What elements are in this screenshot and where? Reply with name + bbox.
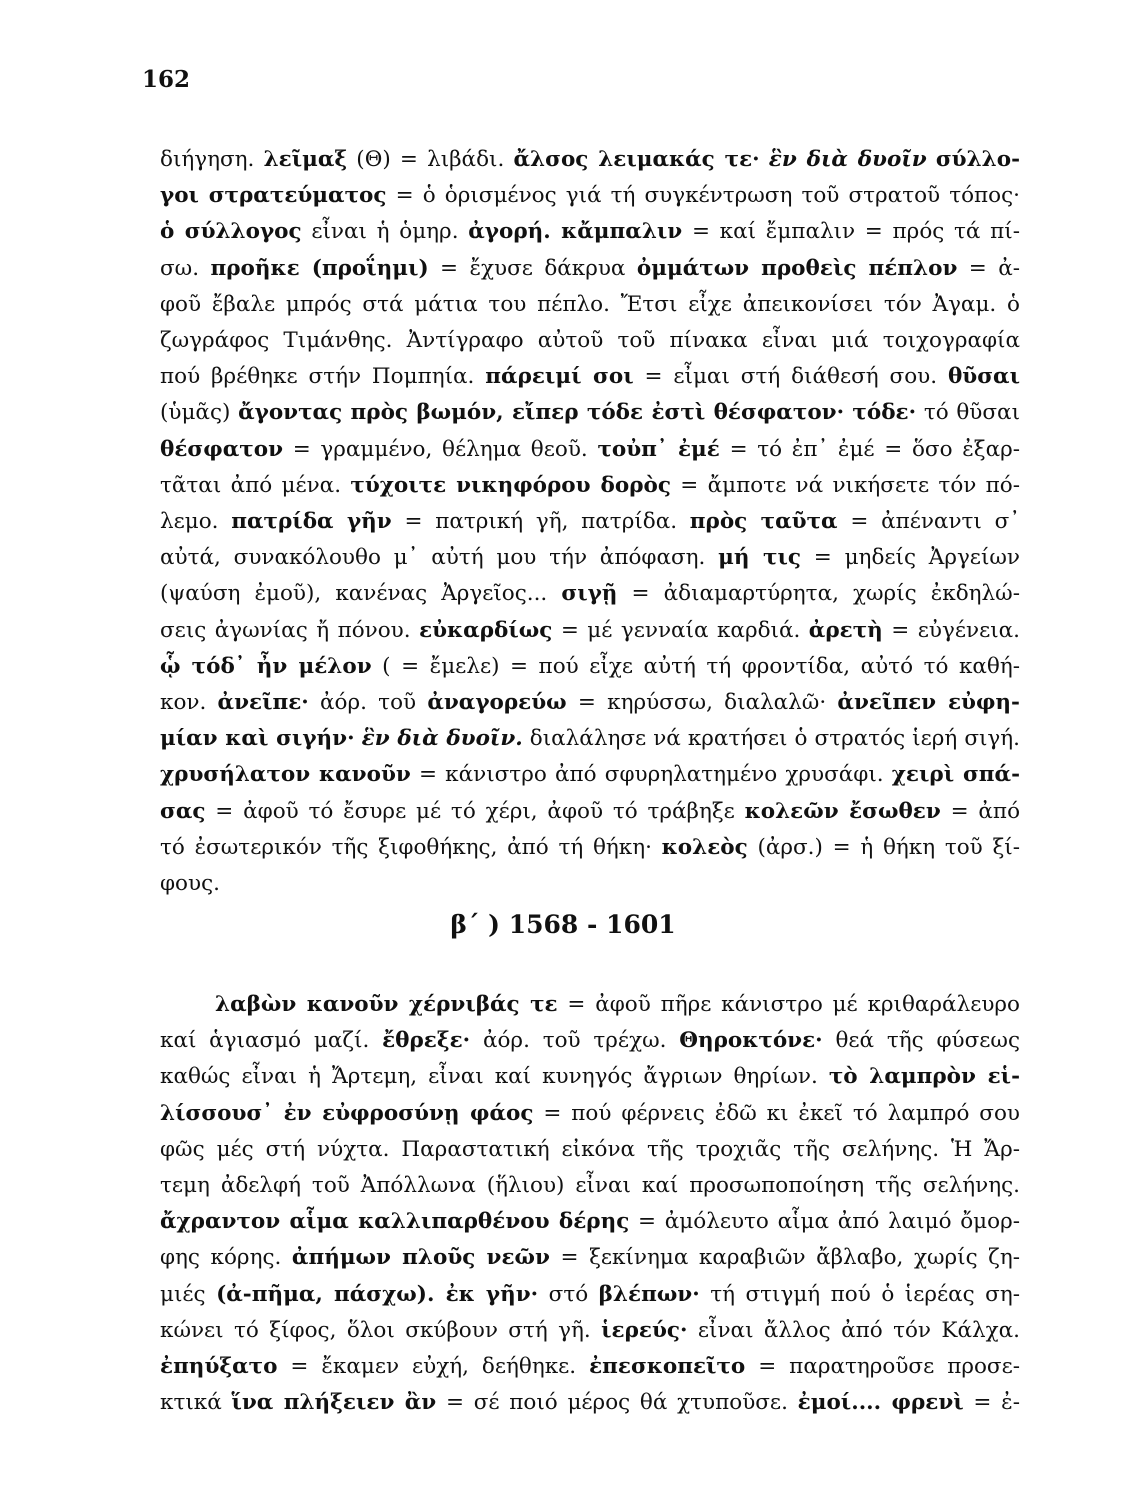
text-segment: = ἀπό [940,798,1021,824]
text-segment: = ἀδιαμαρτύρητα, χωρίς ἐκδηλώ- [617,581,1020,607]
text-segment: = κάνιστρο ἀπό σφυρηλατημένο χρυσάφι. [410,762,892,788]
text-line [160,1207,1020,1237]
headword: εὐκαρδίως [419,617,553,643]
headword: ὀμμάτων προθεὶς πέπλον [636,255,958,281]
text-line [160,398,1020,428]
text-segment: διαλάλησε νά κρατήσει ὁ στρατός ἱερή σιγή. [522,726,1021,752]
section-heading: β΄ ) 1568 - 1601 [450,910,676,939]
text-segment [355,726,362,751]
text-segment: = εἶμαι στή διάθεσή σου. [633,364,948,390]
text-line [160,833,1020,863]
text-segment: ἀόρ. τοῦ τρέχω. [470,1028,680,1054]
text-segment: (Θ) = λιβάδι. [347,147,514,172]
headword: μή τις [718,545,801,571]
text-segment: = μέ γενναία καρδιά. [552,617,809,643]
text-segment: αὐτά, συνακόλουθο μ᾽ αὐτή μου τήν ἀπόφαση. [160,545,719,571]
text-segment: πού βρέθηκε στήν Πομπηία. [160,364,486,390]
text-line [160,1280,1020,1310]
text-segment: εἶναι ἡ ὁμηρ. [301,219,469,245]
text-segment: ἀόρ. τοῦ [308,690,428,715]
headword: τοὐπ᾽ ἐμέ [597,436,720,462]
text-segment: = ὁ ὁρισμένος γιά τή συγκέντρωση τοῦ στρατοῦ τόπος· [386,183,1021,209]
text-segment: ζωγράφος Τιμάνθης. Ἀντίγραφο αὐτοῦ τοῦ πίνακα εἶναι μιά τοιχογραφία [160,328,1020,353]
headword: λίσσουσ᾽ ἐν εὐφροσύνῃ φάος [160,1100,534,1126]
text-segment: τό ἐσωτερικόν τῆς ξιφοθήκης, ἀπό τή θήκη· [160,834,662,860]
text-segment: διήγηση. [160,147,264,172]
text-segment: = ἀ- [957,255,1020,281]
text-segment: = ἀπέναντι σ᾽ [837,509,1020,534]
text-segment: καθώς εἶναι ἡ Ἄρτεμη, εἶναι καί κυνηγός ἄγριων θηρίων. [160,1064,829,1090]
headword: θέσφατον [160,436,283,462]
text-line [160,1099,1020,1129]
headword: σύλλο- [935,147,1020,172]
text-segment: = ἀφοῦ τό ἔσυρε μέ τό χέρι, ἀφοῦ τό τράβηξε [205,798,745,824]
headword: σιγῇ [561,581,618,607]
text-segment: = καί ἔμπαλιν = πρός τά πί- [682,219,1020,245]
headword: λαβὼν κανοῦν χέρνιβάς τε [215,992,558,1017]
text-line [160,990,1020,1020]
headword: ἄγοντας πρὸς βωμόν, εἴπερ τόδε ἐστὶ θέσφατον· τόδε· [238,400,917,426]
text-line [160,435,1020,465]
headword: ἄχραντον αἷμα καλλιπαρθένου δέρης [160,1209,630,1235]
headword: ἄλσος λειμακάς τε· [513,147,760,172]
text-line [160,217,1020,247]
text-segment: = ἄμποτε νά νικήσετε τόν πό- [670,472,1021,498]
text-segment: (ἀρσ.) = ἡ θήκη τοῦ ξί- [747,834,1020,860]
headword: ἀναγορεύω [427,690,567,715]
text-line [160,1026,1020,1056]
headword: κολεὸς [661,834,748,860]
text-line [160,1243,1020,1273]
headword: (ἀ-πῆμα, πάσχω). ἐκ γῆν· [216,1281,539,1307]
text-segment: = πού φέρνεις ἐδῶ κι ἐκεῖ τό λαμπρό σου [533,1100,1020,1126]
text-line [160,507,1020,537]
text-line [160,543,1020,573]
text-line [160,869,1020,899]
text-segment: μιές [160,1281,217,1307]
text-segment: = ἀφοῦ πῆρε κάνιστρο μέ κριθαράλευρο [557,992,1020,1017]
text-segment: = ἐ- [963,1390,1020,1416]
text-segment [927,147,936,172]
text-line [160,1062,1020,1092]
text-segment: σω. [160,255,211,281]
headword: βλέπων· [598,1281,700,1307]
text-line [160,254,1020,284]
headword: μίαν καὶ σιγήν· [160,726,355,752]
text-segment: = μηδείς Ἀργείων [800,545,1020,571]
text-line [160,145,1020,175]
text-segment: = ἔκαμεν εὐχή, δεήθηκε. [277,1354,590,1379]
text-line [160,724,1020,754]
text-segment [760,147,769,172]
text-line [160,760,1020,790]
text-segment: τεμη ἀδελφή τοῦ Ἀπόλλωνα (ἥλιου) εἶναι καί προσωποποίηση τῆς σελήνης. [160,1173,1020,1198]
headword: ἓν διὰ δυοῖν. [361,726,523,752]
text-segment: σεις ἀγωνίας ἤ πόνου. [160,617,420,643]
headword: τὸ λαμπρὸν εἱ- [828,1064,1020,1090]
headword: ἱερεύς· [601,1317,688,1343]
headword: τύχοιτε νικηφόρου δορὸς [350,472,671,498]
text-segment: = παρατηροῦσε προσε- [745,1354,1020,1379]
headword: ἀνεῖπε· [217,690,309,715]
text-line [160,688,1020,718]
text-segment: = κηρύσσω, διαλαλῶ· [566,690,838,715]
headword: ἐπεσκοπεῖτο [589,1354,746,1379]
text-line [160,652,1020,682]
text-segment: στό [538,1281,599,1307]
text-segment: κώνει τό ξίφος, ὅλοι σκύβουν στή γῆ. [160,1317,602,1343]
text-line [160,471,1020,501]
text-segment: φους. [160,871,220,896]
headword: λεῖμαξ [263,147,348,172]
text-line [160,326,1020,356]
headword: προῆκε (προΐημι) [210,255,429,281]
headword: ἀπήμων πλοῦς νεῶν [291,1245,550,1271]
text-segment: (ὑμᾶς) [160,400,239,426]
text-segment: κτικά [160,1390,232,1416]
headword: γοι στρατεύματος [160,183,387,209]
text-segment: = ἔχυσε δάκρυα [428,255,637,281]
headword: ἵνα πλήξειεν ἂν [231,1390,437,1416]
text-segment: = πατρική γῆ, πατρίδα. [391,509,690,534]
text-segment: λεμο. [160,509,232,534]
text-segment: θεά τῆς φύσεως [822,1028,1020,1054]
text-segment: = ξεκίνημα καραβιῶν ἄβλαβο, χωρίς ζη- [549,1245,1020,1271]
text-line [160,1135,1020,1165]
headword: πατρίδα γῆν [231,509,392,534]
headword: ἓν διὰ δυοῖν [768,147,927,172]
text-line [160,797,1020,827]
text-segment: κον. [160,690,218,715]
headword: ἐπηύξατο [160,1354,278,1379]
page-number: 162 [142,66,191,93]
text-segment: φῶς μές στή νύχτα. Παραστατική εἰκόνα τῆς τροχιᾶς τῆς σελήνης. Ἡ Ἄρ- [160,1136,1020,1162]
text-segment: = εὐγένεια. [882,617,1020,643]
text-segment: = σέ ποιό μέρος θά χτυποῦσε. [436,1390,798,1416]
text-segment: = ἀμόλευτο αἷμα ἀπό λαιμό ὄμορ- [629,1209,1021,1235]
text-line [160,290,1020,320]
text-line [160,616,1020,646]
text-segment: ( = ἔμελε) = πού εἶχε αὐτή τή φροντίδα, αὐτό τό καθή- [371,653,1021,679]
headword: ἀγορή. κἄμπαλιν [468,219,683,245]
text-segment: τή στιγμή πού ὁ ἱερέας ση- [699,1281,1020,1307]
text-line [160,1316,1020,1346]
text-segment: φοῦ ἔβαλε μπρός στά μάτια του πέπλο. Ἔτσι εἶχε ἀπεικονίσει τόν Ἀγαμ. ὁ [160,291,1020,317]
headword: ᾧ τόδ᾽ ἦν μέλον [160,653,372,679]
headword: πρὸς ταῦτα [689,509,838,534]
text-segment: τό θῦσαι [916,400,1021,426]
headword: ἔθρεξε· [382,1028,471,1054]
headword: σας [160,798,206,824]
text-segment: = γραμμένο, θέλημα θεοῦ. [283,436,598,462]
text-segment: φης κόρης. [160,1245,292,1271]
headword: ἐμοί.... φρενὶ [797,1390,964,1416]
text-line [160,1171,1020,1201]
headword: Θηροκτόνε· [679,1028,823,1054]
headword: ἀνεῖπεν εὐφη- [837,690,1020,715]
headword: ὁ σύλλογος [160,219,302,245]
text-segment: τᾶται ἀπό μένα. [160,472,351,498]
text-segment: = τό ἐπ᾽ ἐμέ = ὅσο ἐξαρ- [719,436,1021,462]
headword: ἀρετὴ [808,617,883,643]
text-segment: (ψαύση ἐμοῦ), κανένας Ἀργεῖος... [160,581,562,607]
text-segment: καί ἁγιασμό μαζί. [160,1028,383,1054]
headword: χειρὶ σπά- [891,762,1020,788]
text-segment: εἶναι ἄλλος ἀπό τόν Κάλχα. [687,1317,1021,1343]
headword: χρυσήλατον κανοῦν [160,762,411,788]
headword: θῦσαι [947,364,1020,390]
text-line [160,579,1020,609]
text-line [160,1388,1020,1418]
text-line [160,362,1020,392]
headword: πάρειμί σοι [485,364,634,390]
headword: κολεῶν ἔσωθεν [744,798,941,824]
text-line [160,1352,1020,1382]
text-line [160,181,1020,211]
